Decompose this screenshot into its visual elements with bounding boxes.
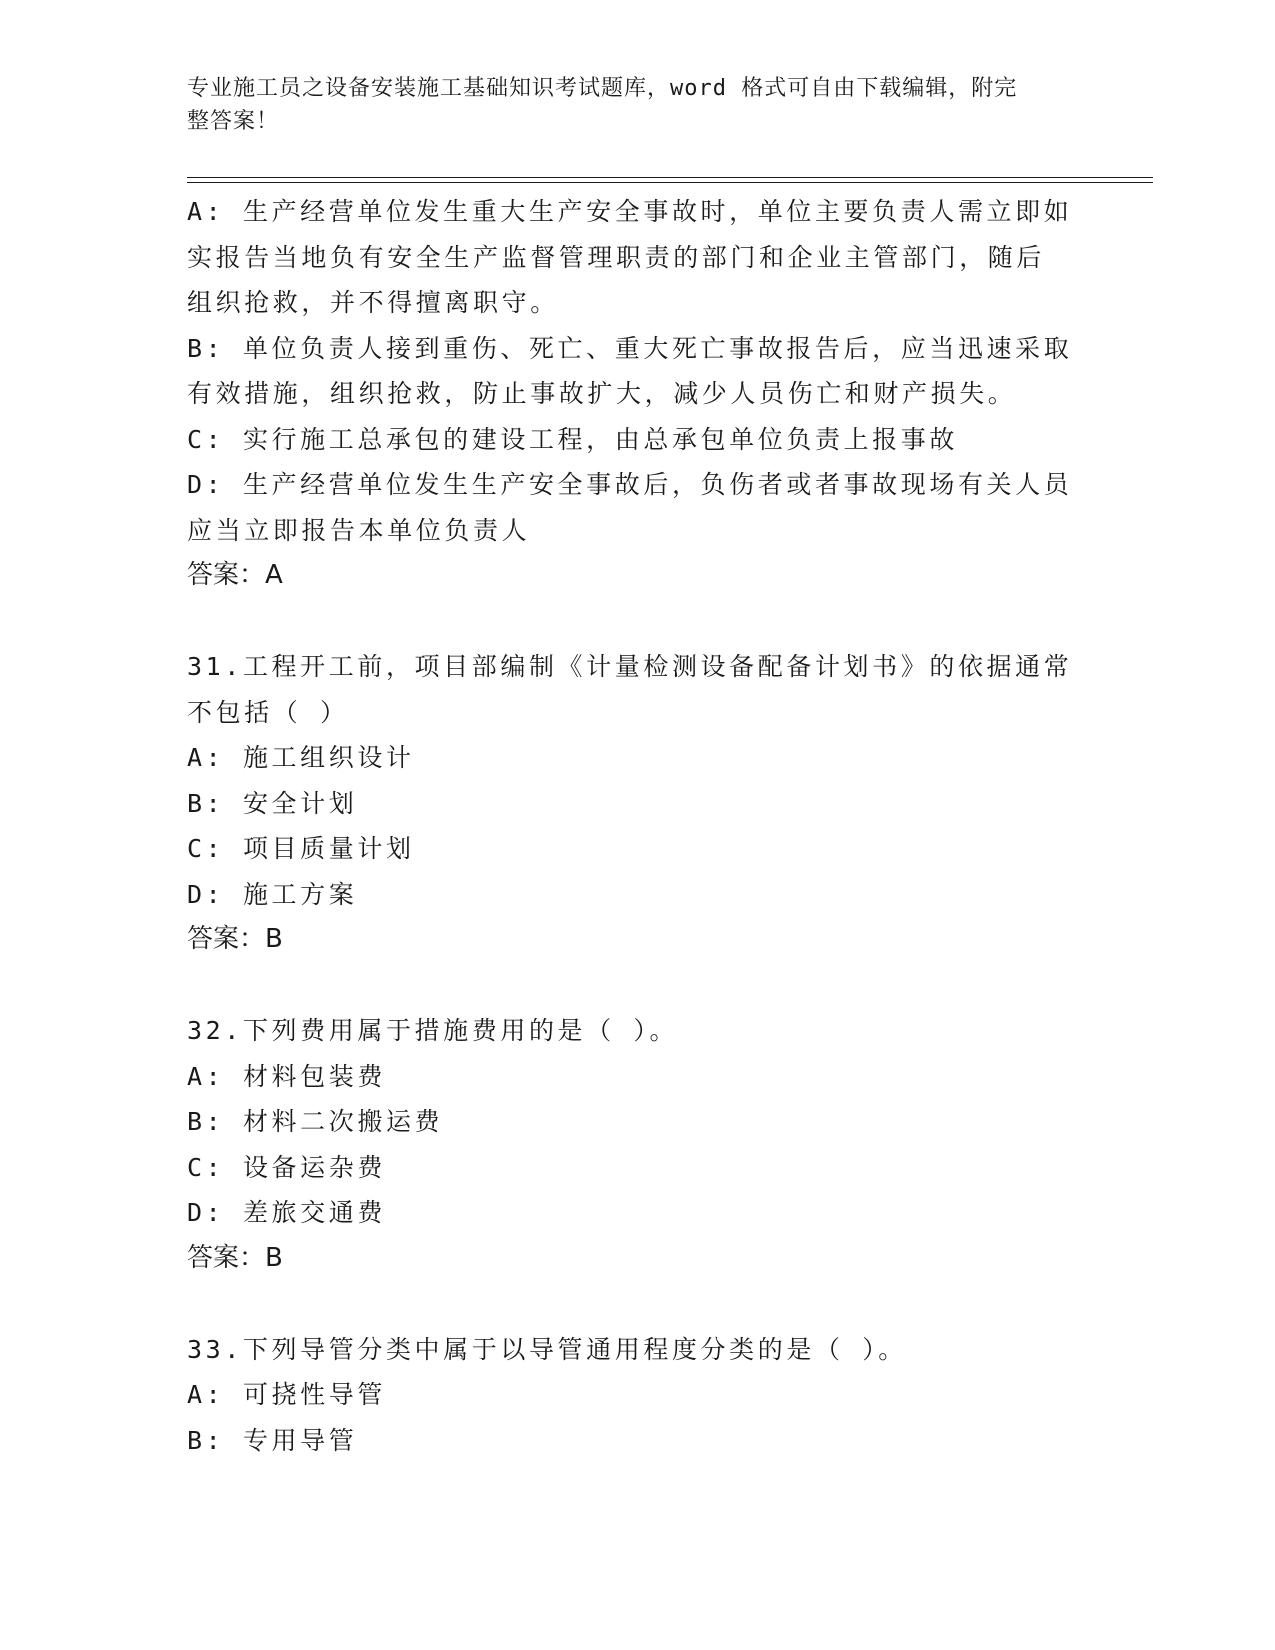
header-divider-top [187, 177, 1153, 178]
option-c-line-1: C: 实行施工总承包的建设工程，由总承包单位负责上报事故 [187, 424, 958, 454]
question-31 [187, 644, 1087, 963]
question-spacer [187, 599, 1087, 645]
option-b: B: 专用导管 [187, 1425, 358, 1455]
question-32 [187, 1008, 1087, 1281]
question-spacer [187, 1281, 1087, 1327]
option-d: D: 差旅交通费 [187, 1198, 386, 1227]
answer-line: 答案：B [187, 1242, 283, 1273]
option-b: B: 材料二次搬运费 [187, 1107, 444, 1136]
question-stem-line-2: 不包括（ ） [187, 697, 349, 727]
question-30 [187, 189, 1087, 599]
option-a-line-3: 组织抢救，并不得擅离职守。 [187, 288, 559, 317]
option-b: B: 安全计划 [187, 788, 358, 818]
option-c: C: 项目质量计划 [187, 834, 415, 863]
option-a: A: 材料包装费 [187, 1061, 386, 1091]
option-b-line-2: 有效措施，组织抢救，防止事故扩大，减少人员伤亡和财产损失。 [187, 379, 1017, 408]
option-d-line-1: D: 生产经营单位发生生产安全事故后，负伤者或者事故现场有关人员 [187, 470, 1073, 499]
header-divider-bottom [187, 182, 1153, 183]
option-d: D: 施工方案 [187, 879, 358, 909]
question-content [187, 189, 1087, 1463]
question-spacer [187, 963, 1087, 1009]
option-a: A: 可挠性导管 [187, 1380, 386, 1409]
answer-line: 答案：A [187, 560, 283, 590]
question-stem-line-1: 32.下列费用属于措施费用的是（ ）。 [187, 1016, 679, 1045]
question-stem-line-1: 33.下列导管分类中属于以导管通用程度分类的是（ ）。 [187, 1334, 907, 1364]
document-header [187, 72, 1067, 138]
option-b-line-1: B: 单位负责人接到重伤、死亡、重大死亡事故报告后，应当迅速采取 [187, 333, 1073, 363]
answer-line: 答案：B [187, 924, 283, 954]
question-33 [187, 1327, 1087, 1464]
option-a-line-2: 实报告当地负有安全生产监督管理职责的部门和企业主管部门，随后 [187, 242, 1046, 272]
question-stem-line-1: 31.工程开工前，项目部编制《计量检测设备配备计划书》的依据通常 [187, 652, 1073, 681]
header-line-2: 整答案！ [187, 109, 280, 134]
option-c: C: 设备运杂费 [187, 1152, 386, 1182]
option-a: A: 施工组织设计 [187, 743, 415, 772]
option-a-line-1: A: 生产经营单位发生重大生产安全事故时，单位主要负责人需立即如 [187, 197, 1073, 226]
header-line-1: 专业施工员之设备安装施工基础知识考试题库，word 格式可自由下载编辑，附完 [187, 76, 1018, 101]
option-d-line-2: 应当立即报告本单位负责人 [187, 515, 531, 545]
